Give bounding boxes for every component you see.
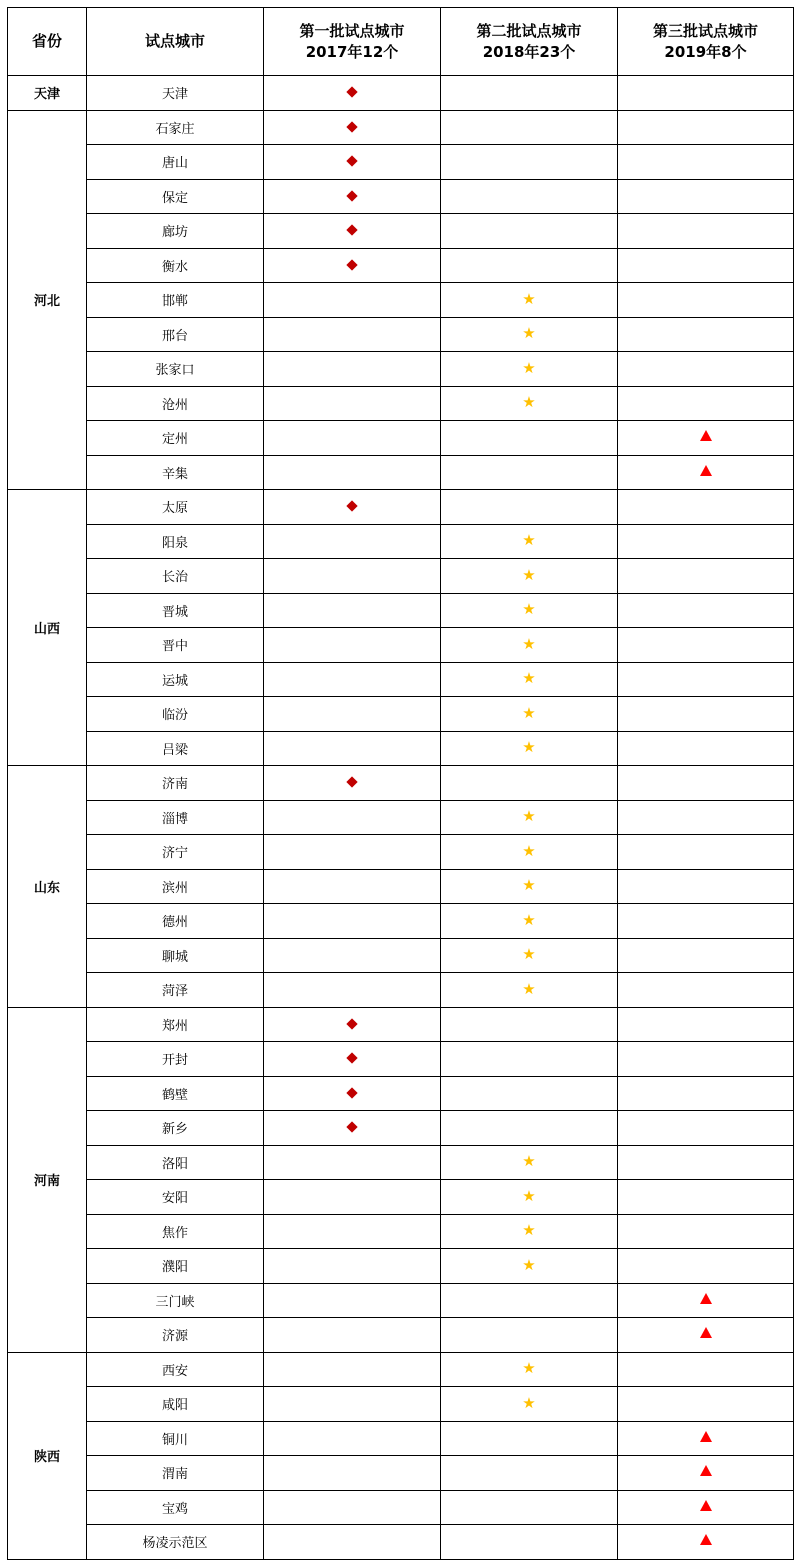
table-row bbox=[8, 1180, 794, 1215]
city-cell: 邢台 bbox=[87, 317, 264, 352]
city-cell: 张家口 bbox=[87, 352, 264, 387]
star-icon: ★ bbox=[522, 1221, 536, 1240]
batch3-cell bbox=[618, 766, 794, 801]
city-cell: 滨州 bbox=[87, 869, 264, 904]
diamond-icon bbox=[346, 1053, 357, 1064]
city-cell: 济南 bbox=[87, 766, 264, 801]
batch1-cell bbox=[264, 317, 441, 352]
province-cell: 河北 bbox=[8, 110, 87, 490]
batch1-cell bbox=[264, 938, 441, 973]
batch1-cell bbox=[264, 524, 441, 559]
batch1-cell bbox=[264, 1180, 441, 1215]
batch1-cell bbox=[264, 1421, 441, 1456]
star-icon: ★ bbox=[522, 1255, 536, 1274]
batch2-cell bbox=[441, 1180, 618, 1215]
batch1-cell bbox=[264, 1387, 441, 1422]
batch2-cell bbox=[441, 1214, 618, 1249]
batch2-cell bbox=[441, 559, 618, 594]
batch1-cell bbox=[264, 1111, 441, 1146]
diamond-icon bbox=[346, 1087, 357, 1098]
batch3-cell bbox=[618, 731, 794, 766]
batch3-cell bbox=[618, 248, 794, 283]
city-cell: 晋中 bbox=[87, 628, 264, 663]
batch3-cell bbox=[618, 1352, 794, 1387]
star-icon: ★ bbox=[522, 1359, 536, 1378]
batch3-cell bbox=[618, 455, 794, 490]
batch1-cell bbox=[264, 662, 441, 697]
city-cell: 宝鸡 bbox=[87, 1490, 264, 1525]
table-row bbox=[8, 1145, 794, 1180]
city-cell: 临汾 bbox=[87, 697, 264, 732]
table-row bbox=[8, 1214, 794, 1249]
table-row bbox=[8, 1111, 794, 1146]
batch2-cell bbox=[441, 283, 618, 318]
city-cell: 安阳 bbox=[87, 1180, 264, 1215]
batch3-cell bbox=[618, 662, 794, 697]
header-province-label: 省份 bbox=[31, 32, 62, 50]
diamond-icon bbox=[346, 1018, 357, 1029]
batch1-cell bbox=[264, 386, 441, 421]
table-row bbox=[8, 1456, 794, 1491]
city-cell: 衡水 bbox=[87, 248, 264, 283]
table-row bbox=[8, 1421, 794, 1456]
batch3-cell bbox=[618, 697, 794, 732]
star-icon: ★ bbox=[522, 393, 536, 412]
batch2-cell bbox=[441, 76, 618, 111]
batch3-cell bbox=[618, 1111, 794, 1146]
batch3-cell bbox=[618, 1145, 794, 1180]
batch1-cell bbox=[264, 697, 441, 732]
city-cell: 天津 bbox=[87, 76, 264, 111]
star-icon: ★ bbox=[522, 807, 536, 826]
star-icon: ★ bbox=[522, 979, 536, 998]
batch2-cell bbox=[441, 110, 618, 145]
city-cell: 新乡 bbox=[87, 1111, 264, 1146]
batch2-cell bbox=[441, 869, 618, 904]
diamond-icon bbox=[346, 225, 357, 236]
header-province bbox=[8, 8, 87, 76]
star-icon: ★ bbox=[522, 358, 536, 377]
table-row bbox=[8, 662, 794, 697]
batch1-cell bbox=[264, 283, 441, 318]
table-row bbox=[8, 1387, 794, 1422]
city-cell: 聊城 bbox=[87, 938, 264, 973]
province-cell: 河南 bbox=[8, 1007, 87, 1352]
diamond-icon bbox=[346, 156, 357, 167]
batch3-cell bbox=[618, 1283, 794, 1318]
star-icon: ★ bbox=[522, 945, 536, 964]
batch3-cell bbox=[618, 386, 794, 421]
batch1-cell bbox=[264, 145, 441, 180]
batch3-cell bbox=[618, 317, 794, 352]
batch2-cell bbox=[441, 214, 618, 249]
batch1-cell bbox=[264, 766, 441, 801]
table-row bbox=[8, 283, 794, 318]
batch3-cell bbox=[618, 421, 794, 456]
table-row bbox=[8, 559, 794, 594]
table-row bbox=[8, 1525, 794, 1560]
city-cell: 邯郸 bbox=[87, 283, 264, 318]
table-row bbox=[8, 593, 794, 628]
table-row bbox=[8, 421, 794, 456]
batch2-cell bbox=[441, 1042, 618, 1077]
batch3-cell bbox=[618, 1387, 794, 1422]
header-batch3 bbox=[618, 8, 794, 76]
city-cell: 铜川 bbox=[87, 1421, 264, 1456]
table-row bbox=[8, 76, 794, 111]
batch2-cell bbox=[441, 1283, 618, 1318]
batch2-cell bbox=[441, 731, 618, 766]
table-body bbox=[8, 76, 794, 1560]
batch1-cell bbox=[264, 1214, 441, 1249]
star-icon: ★ bbox=[522, 1152, 536, 1171]
batch2-cell bbox=[441, 973, 618, 1008]
batch1-cell bbox=[264, 1249, 441, 1284]
batch3-cell bbox=[618, 1421, 794, 1456]
batch1-cell bbox=[264, 904, 441, 939]
batch3-cell bbox=[618, 904, 794, 939]
table-row bbox=[8, 1007, 794, 1042]
city-cell: 唐山 bbox=[87, 145, 264, 180]
triangle-icon bbox=[700, 1293, 712, 1304]
city-cell: 渭南 bbox=[87, 1456, 264, 1491]
diamond-icon bbox=[346, 87, 357, 98]
diamond-icon bbox=[346, 121, 357, 132]
batch1-cell bbox=[264, 593, 441, 628]
batch2-cell bbox=[441, 524, 618, 559]
batch3-cell bbox=[618, 1076, 794, 1111]
batch2-cell bbox=[441, 1318, 618, 1353]
star-icon: ★ bbox=[522, 289, 536, 308]
batch1-cell bbox=[264, 214, 441, 249]
province-cell: 山西 bbox=[8, 490, 87, 766]
batch1-cell bbox=[264, 248, 441, 283]
batch1-cell bbox=[264, 628, 441, 663]
batch2-cell bbox=[441, 835, 618, 870]
table-row bbox=[8, 1042, 794, 1077]
city-cell: 太原 bbox=[87, 490, 264, 525]
batch3-cell bbox=[618, 1318, 794, 1353]
batch1-cell bbox=[264, 869, 441, 904]
batch3-cell bbox=[618, 145, 794, 180]
batch1-cell bbox=[264, 1076, 441, 1111]
city-cell: 廊坊 bbox=[87, 214, 264, 249]
table-row bbox=[8, 800, 794, 835]
triangle-icon bbox=[700, 1534, 712, 1545]
batch3-cell bbox=[618, 800, 794, 835]
province-cell: 陕西 bbox=[8, 1352, 87, 1559]
city-cell: 济宁 bbox=[87, 835, 264, 870]
batch3-cell bbox=[618, 214, 794, 249]
triangle-icon bbox=[700, 465, 712, 476]
batch3-cell bbox=[618, 1007, 794, 1042]
table-row bbox=[8, 145, 794, 180]
header-batch2-title: 第二批试点城市 bbox=[476, 21, 582, 40]
batch3-cell bbox=[618, 1042, 794, 1077]
batch2-cell bbox=[441, 248, 618, 283]
city-cell: 定州 bbox=[87, 421, 264, 456]
header-batch1-title: 第一批试点城市 bbox=[299, 21, 405, 40]
batch2-cell bbox=[441, 1352, 618, 1387]
batch3-cell bbox=[618, 1525, 794, 1560]
batch2-cell bbox=[441, 766, 618, 801]
batch2-cell bbox=[441, 421, 618, 456]
batch3-cell bbox=[618, 938, 794, 973]
table-row bbox=[8, 731, 794, 766]
batch2-cell bbox=[441, 1421, 618, 1456]
batch1-cell bbox=[264, 179, 441, 214]
batch1-cell bbox=[264, 421, 441, 456]
table-row bbox=[8, 524, 794, 559]
batch1-cell bbox=[264, 835, 441, 870]
city-cell: 石家庄 bbox=[87, 110, 264, 145]
diamond-icon bbox=[346, 1122, 357, 1133]
batch3-cell bbox=[618, 283, 794, 318]
star-icon: ★ bbox=[522, 841, 536, 860]
star-icon: ★ bbox=[522, 1186, 536, 1205]
city-cell: 咸阳 bbox=[87, 1387, 264, 1422]
table-row bbox=[8, 386, 794, 421]
batch2-cell bbox=[441, 1387, 618, 1422]
city-cell: 晋城 bbox=[87, 593, 264, 628]
star-icon: ★ bbox=[522, 703, 536, 722]
batch1-cell bbox=[264, 110, 441, 145]
header-batch1 bbox=[264, 8, 441, 76]
city-cell: 开封 bbox=[87, 1042, 264, 1077]
header-batch3-title: 第三批试点城市 bbox=[652, 21, 758, 40]
table-row bbox=[8, 869, 794, 904]
table-row bbox=[8, 1283, 794, 1318]
batch3-cell bbox=[618, 490, 794, 525]
batch3-cell bbox=[618, 559, 794, 594]
star-icon: ★ bbox=[522, 669, 536, 688]
batch2-cell bbox=[441, 1249, 618, 1284]
batch1-cell bbox=[264, 1525, 441, 1560]
batch2-cell bbox=[441, 1145, 618, 1180]
batch3-cell bbox=[618, 1180, 794, 1215]
batch2-cell bbox=[441, 593, 618, 628]
batch1-cell bbox=[264, 1490, 441, 1525]
table-row bbox=[8, 1490, 794, 1525]
city-cell: 西安 bbox=[87, 1352, 264, 1387]
table-row bbox=[8, 214, 794, 249]
batch3-cell bbox=[618, 1214, 794, 1249]
city-cell: 鹤壁 bbox=[87, 1076, 264, 1111]
city-cell: 郑州 bbox=[87, 1007, 264, 1042]
batch1-cell bbox=[264, 490, 441, 525]
province-cell: 山东 bbox=[8, 766, 87, 1008]
table-row bbox=[8, 1249, 794, 1284]
batch2-cell bbox=[441, 662, 618, 697]
batch3-cell bbox=[618, 1249, 794, 1284]
table-row bbox=[8, 973, 794, 1008]
batch2-cell bbox=[441, 455, 618, 490]
city-cell: 辛集 bbox=[87, 455, 264, 490]
city-cell: 运城 bbox=[87, 662, 264, 697]
batch2-cell bbox=[441, 938, 618, 973]
diamond-icon bbox=[346, 501, 357, 512]
header-batch1-count: 2017年12个 bbox=[305, 42, 399, 61]
table-row bbox=[8, 1318, 794, 1353]
table-row bbox=[8, 490, 794, 525]
batch2-cell bbox=[441, 904, 618, 939]
star-icon: ★ bbox=[522, 531, 536, 550]
batch3-cell bbox=[618, 352, 794, 387]
batch2-cell bbox=[441, 490, 618, 525]
batch2-cell bbox=[441, 1456, 618, 1491]
star-icon: ★ bbox=[522, 738, 536, 757]
batch1-cell bbox=[264, 559, 441, 594]
batch1-cell bbox=[264, 1283, 441, 1318]
batch1-cell bbox=[264, 731, 441, 766]
city-cell: 保定 bbox=[87, 179, 264, 214]
batch2-cell bbox=[441, 145, 618, 180]
table-row bbox=[8, 1352, 794, 1387]
city-cell: 德州 bbox=[87, 904, 264, 939]
batch2-cell bbox=[441, 179, 618, 214]
triangle-icon bbox=[700, 1431, 712, 1442]
batch1-cell bbox=[264, 1456, 441, 1491]
table-row bbox=[8, 766, 794, 801]
star-icon: ★ bbox=[522, 565, 536, 584]
city-cell: 三门峡 bbox=[87, 1283, 264, 1318]
city-cell: 杨凌示范区 bbox=[87, 1525, 264, 1560]
batch2-cell bbox=[441, 1490, 618, 1525]
batch1-cell bbox=[264, 800, 441, 835]
batch1-cell bbox=[264, 1145, 441, 1180]
province-cell: 天津 bbox=[8, 76, 87, 111]
table-row bbox=[8, 904, 794, 939]
star-icon: ★ bbox=[522, 600, 536, 619]
header-city bbox=[87, 8, 264, 76]
batch3-cell bbox=[618, 1490, 794, 1525]
header-row bbox=[8, 8, 794, 76]
table-row bbox=[8, 938, 794, 973]
batch3-cell bbox=[618, 1456, 794, 1491]
batch3-cell bbox=[618, 76, 794, 111]
batch2-cell bbox=[441, 1111, 618, 1146]
table-row bbox=[8, 352, 794, 387]
table-row bbox=[8, 1076, 794, 1111]
batch3-cell bbox=[618, 869, 794, 904]
table-row bbox=[8, 110, 794, 145]
pilot-cities-table bbox=[7, 7, 794, 1560]
batch1-cell bbox=[264, 1352, 441, 1387]
star-icon: ★ bbox=[522, 1393, 536, 1412]
batch1-cell bbox=[264, 973, 441, 1008]
triangle-icon bbox=[700, 1465, 712, 1476]
batch1-cell bbox=[264, 352, 441, 387]
table-row bbox=[8, 628, 794, 663]
batch3-cell bbox=[618, 524, 794, 559]
triangle-icon bbox=[700, 1327, 712, 1338]
batch2-cell bbox=[441, 352, 618, 387]
city-cell: 菏泽 bbox=[87, 973, 264, 1008]
triangle-icon bbox=[700, 1500, 712, 1511]
batch3-cell bbox=[618, 593, 794, 628]
batch1-cell bbox=[264, 1007, 441, 1042]
table-row bbox=[8, 317, 794, 352]
batch3-cell bbox=[618, 835, 794, 870]
batch2-cell bbox=[441, 1007, 618, 1042]
table-row bbox=[8, 697, 794, 732]
table-row bbox=[8, 455, 794, 490]
batch3-cell bbox=[618, 628, 794, 663]
batch2-cell bbox=[441, 1525, 618, 1560]
header-city-label: 试点城市 bbox=[144, 32, 205, 50]
star-icon: ★ bbox=[522, 876, 536, 895]
city-cell: 洛阳 bbox=[87, 1145, 264, 1180]
city-cell: 焦作 bbox=[87, 1214, 264, 1249]
batch3-cell bbox=[618, 179, 794, 214]
batch1-cell bbox=[264, 455, 441, 490]
city-cell: 淄博 bbox=[87, 800, 264, 835]
star-icon: ★ bbox=[522, 634, 536, 653]
header-batch3-count: 2019年8个 bbox=[664, 42, 747, 61]
batch2-cell bbox=[441, 317, 618, 352]
header-batch2 bbox=[441, 8, 618, 76]
city-cell: 济源 bbox=[87, 1318, 264, 1353]
diamond-icon bbox=[346, 777, 357, 788]
city-cell: 吕梁 bbox=[87, 731, 264, 766]
batch1-cell bbox=[264, 1042, 441, 1077]
batch3-cell bbox=[618, 973, 794, 1008]
table-row bbox=[8, 835, 794, 870]
city-cell: 长治 bbox=[87, 559, 264, 594]
city-cell: 沧州 bbox=[87, 386, 264, 421]
header-batch2-count: 2018年23个 bbox=[482, 42, 576, 61]
triangle-icon bbox=[700, 430, 712, 441]
city-cell: 濮阳 bbox=[87, 1249, 264, 1284]
city-cell: 阳泉 bbox=[87, 524, 264, 559]
batch2-cell bbox=[441, 386, 618, 421]
diamond-icon bbox=[346, 190, 357, 201]
batch2-cell bbox=[441, 628, 618, 663]
table-row bbox=[8, 179, 794, 214]
batch2-cell bbox=[441, 800, 618, 835]
batch2-cell bbox=[441, 1076, 618, 1111]
star-icon: ★ bbox=[522, 910, 536, 929]
batch1-cell bbox=[264, 1318, 441, 1353]
star-icon: ★ bbox=[522, 324, 536, 343]
batch1-cell bbox=[264, 76, 441, 111]
batch2-cell bbox=[441, 697, 618, 732]
table-row bbox=[8, 248, 794, 283]
batch3-cell bbox=[618, 110, 794, 145]
diamond-icon bbox=[346, 259, 357, 270]
